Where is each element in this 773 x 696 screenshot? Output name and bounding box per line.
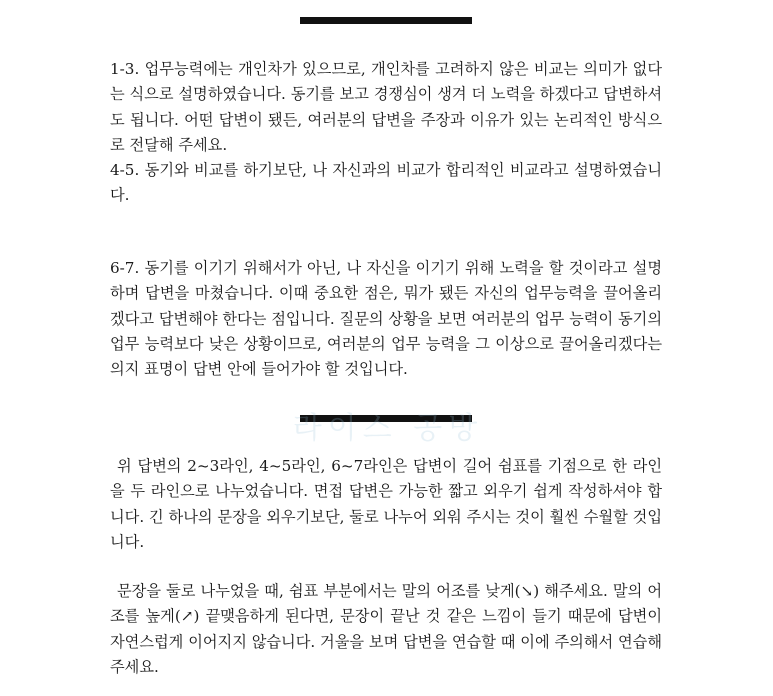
paragraph-lines-4-5: 4-5. 동기와 비교를 하기보단, 나 자신과의 비교가 합리적인 비교라고 설명하였습니다. bbox=[110, 161, 662, 205]
tip-section-1 bbox=[110, 454, 662, 555]
tip-section-2 bbox=[110, 579, 662, 680]
tip-paragraph-split-lines: 위 답변의 2~3라인, 4~5라인, 6~7라인은 답변이 길어 쉼표를 기점으로 한 라인을 두 라인으로 나누었습니다. 면접 답변은 가능한 짧고 외우기 쉽게 작성하셔야 합니다. 긴 하나의 문장을 외우기보단, 둘로 나누어 외워 주시는 것이 훨씬 수월할 것입니다. bbox=[110, 457, 662, 551]
top-divider bbox=[300, 17, 472, 24]
paragraph-lines-1-3: 1-3. 업무능력에는 개인차가 있으므로, 개인차를 고려하지 않은 비교는 의미가 없다는 식으로 설명하였습니다. 동기를 보고 경쟁심이 생겨 더 노력을 하겠다고 답변하셔도 됩니다. 어떤 답변이 됐든, 여러분의 답변을 주장과 이유가 있는 논리적인 방식으로 전달해 주세요. bbox=[110, 60, 662, 154]
explanation-section-2 bbox=[110, 256, 662, 382]
watermark: 라이스 공방 bbox=[292, 411, 484, 446]
paragraph-lines-6-7: 6-7. 동기를 이기기 위해서가 아닌, 나 자신을 이기기 위해 노력을 할 것이라고 설명하며 답변을 마쳤습니다. 이때 중요한 점은, 뭐가 됐든 자신의 업무능력을 끌어올리겠다고 답변해야 한다는 점입니다. 질문의 상황을 보면 여러분의 업무 능력이 동기의 업무 능력보다 낮은 상황이므로, 여러분의 업무 능력을 그 이상으로 끌어올리겠다는 의지 표명이 답변 안에 들어가야 할 것입니다. bbox=[110, 259, 662, 379]
explanation-section-1 bbox=[110, 57, 662, 209]
tip-paragraph-intonation: 문장을 둘로 나누었을 때, 쉼표 부분에서는 말의 어조를 낮게(↘) 해주세요. 말의 어조를 높게(↗) 끝맺음하게 된다면, 문장이 끝난 것 같은 느낌이 들기 때문에 답변이 자연스럽게 이어지지 않습니다. 거울을 보며 답변을 연습할 때 이에 주의해서 연습해 주세요. bbox=[110, 582, 662, 676]
middle-divider bbox=[300, 415, 472, 422]
